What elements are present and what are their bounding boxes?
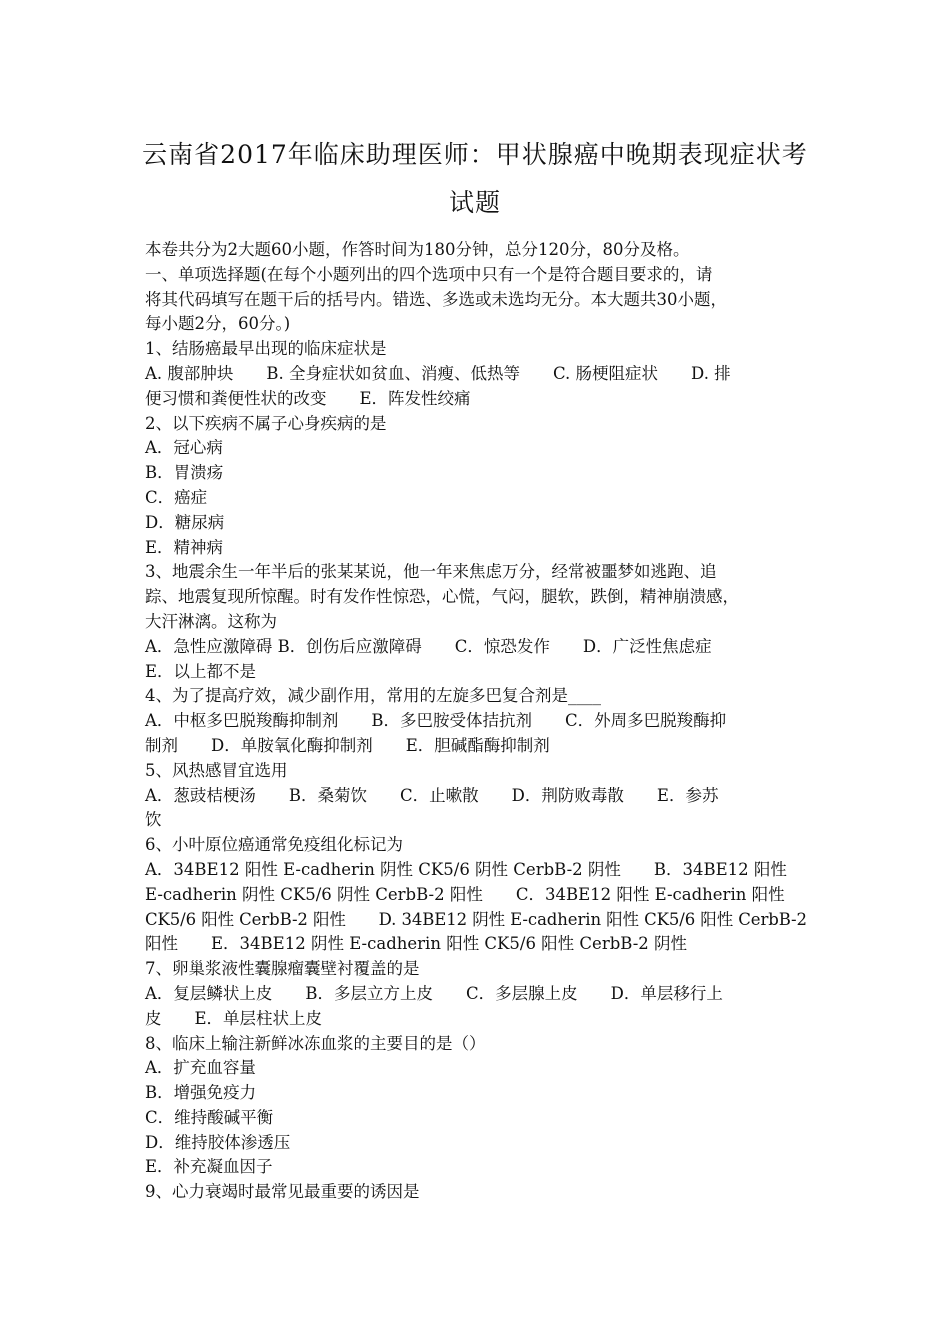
question-5: 5、风热感冒宜选用 (145, 760, 288, 780)
question-5-options: A．葱豉桔梗汤 B．桑菊饮 C．止嗽散 D．荆防败毒散 E．参苏 (145, 785, 719, 805)
question-6-options-cont: 阳性 E．34BE12 阴性 E-cadherin 阳性 CK5/6 阳性 CerbB-2 阴性 (145, 934, 688, 954)
question-6: 6、小叶原位癌通常免疫组化标记为 (145, 835, 403, 855)
question-2-option-c: C．癌症 (145, 487, 208, 507)
question-8-option-e: E．补充凝血因子 (145, 1157, 273, 1177)
question-2-option-a: A．冠心病 (145, 438, 223, 458)
section-heading: 一、单项选择题(在每个小题列出的四个选项中只有一个是符合题目要求的，请 (145, 264, 713, 284)
question-7: 7、卵巢浆液性囊腺瘤囊壁衬覆盖的是 (145, 959, 420, 979)
question-3-option-e: E．以上都不是 (145, 661, 257, 681)
document-title: 云南省2017年临床助理医师：甲状腺癌中晚期表现症状考 (142, 140, 808, 169)
question-2: 2、以下疾病不属子心身疾病的是 (145, 413, 387, 433)
question-1-options-cont: 便习惯和粪便性状的改变 E．阵发性绞痛 (145, 388, 471, 408)
question-4: 4、为了提高疗效，减少副作用，常用的左旋多巴复合剂是____ (145, 686, 601, 706)
question-4-options: A．中枢多巴脱羧酶抑制剂 B．多巴胺受体拮抗剂 C．外周多巴脱羧酶抑 (145, 711, 727, 731)
document-body (145, 238, 807, 1205)
question-9: 9、心力衰竭时最常见最重要的诱因是 (145, 1182, 420, 1202)
question-8-option-c: C．维持酸碱平衡 (145, 1107, 274, 1127)
question-3-cont: 踪、地震复现所惊醒。时有发作性惊恐，心慌，气闷，腿软，跌倒，精神崩溃感， (145, 587, 739, 607)
question-5-options-cont: 饮 (145, 810, 162, 830)
question-6-options: A．34BE12 阳性 E-cadherin 阴性 CK5/6 阴性 CerbB-2 阴性 B．34BE12 阳性 (145, 859, 787, 879)
question-4-options-cont: 制剂 D．单胺氧化酶抑制剂 E．胆碱酯酶抑制剂 (145, 735, 550, 755)
question-8-option-b: B．增强免疫力 (145, 1083, 257, 1103)
question-8: 8、临床上输注新鲜冰冻血浆的主要目的是（） (145, 1033, 486, 1053)
document-title-continuation: 试题 (448, 188, 501, 217)
question-1-options: A. 腹部肿块 B. 全身症状如贫血、消瘦、低热等 C. 肠梗阻症状 D. 排 (145, 363, 731, 383)
question-7-options: A．复层鳞状上皮 B．多层立方上皮 C．多层腺上皮 D．单层移行上 (145, 983, 723, 1003)
question-2-option-d: D．糖尿病 (145, 512, 225, 532)
question-3-cont: 大汗淋漓。这称为 (145, 611, 277, 631)
question-2-option-b: B．胃溃疡 (145, 463, 224, 483)
question-8-option-d: D．维持胶体渗透压 (145, 1132, 291, 1152)
exam-instructions: 本卷共分为2大题60小题，作答时间为180分钟，总分120分，80分及格。 (145, 240, 690, 259)
question-8-option-a: A．扩充血容量 (145, 1058, 256, 1078)
section-heading-cont: 每小题2分，60分。) (145, 314, 291, 334)
question-3: 3、地震余生一年半后的张某某说，他一年来焦虑万分，经常被噩梦如逃跑、追 (145, 562, 717, 582)
question-7-options-cont: 皮 E．单层柱状上皮 (145, 1008, 323, 1028)
question-1: 1、结肠癌最早出现的临床症状是 (145, 339, 387, 359)
question-6-options-cont: CK5/6 阳性 CerbB-2 阳性 D. 34BE12 阴性 E-cadherin 阳性 CK5/6 阳性 CerbB-2 (145, 909, 807, 929)
question-2-option-e: E．精神病 (145, 537, 224, 557)
question-3-options: A．急性应激障碍 B．创伤后应激障碍 C．惊恐发作 D．广泛性焦虑症 (145, 636, 712, 656)
question-6-options-cont: E-cadherin 阴性 CK5/6 阴性 CerbB-2 阳性 C．34BE12 阳性 E-cadherin 阳性 (145, 884, 785, 904)
section-heading-cont: 将其代码填写在题干后的括号内。错选、多选或未选均无分。本大题共30小题， (145, 289, 727, 309)
